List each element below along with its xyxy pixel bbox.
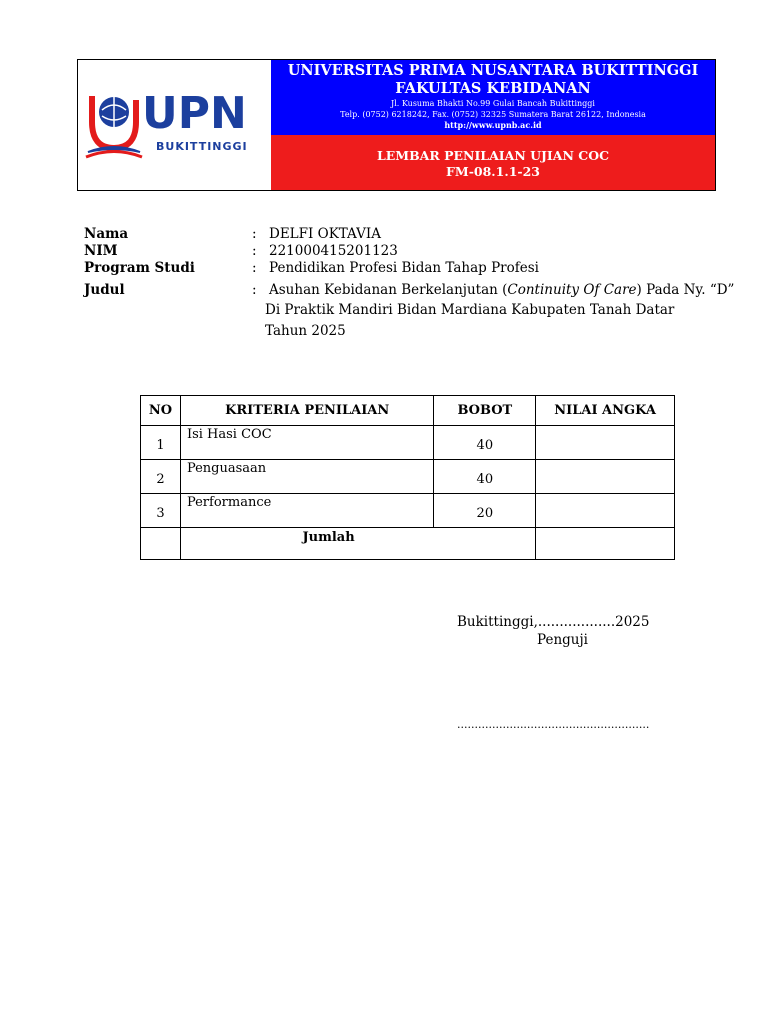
row-bobot: 20 [434, 494, 536, 528]
colon: : [252, 282, 257, 298]
colon: : [252, 243, 257, 259]
address: Jl. Kusuma Bhakti No.99 Gulai Bancah Bukittinggi [391, 99, 595, 108]
row-no: 1 [141, 426, 181, 460]
grading-table [140, 395, 675, 560]
judul-line1 [269, 282, 734, 298]
table-header-row [141, 396, 675, 426]
col-nilai: NILAI ANGKA [536, 396, 675, 426]
row-kriteria: Isi Hasi COC [180, 426, 433, 460]
total-value[interactable] [536, 528, 675, 560]
col-bobot: BOBOT [434, 396, 536, 426]
letterhead [77, 59, 716, 191]
total-label: Jumlah [180, 528, 535, 560]
table-row [141, 460, 675, 494]
signature-line: ....................................................... [457, 718, 650, 731]
row-no: 2 [141, 460, 181, 494]
row-nilai[interactable] [536, 426, 675, 460]
judul-post: ) Pada Ny. “D” [636, 282, 735, 298]
col-no: NO [141, 396, 181, 426]
prodi-label: Program Studi [84, 260, 195, 276]
phone: Telp. (0752) 6218242, Fax. (0752) 32325 Sumatera Barat 26122, Indonesia [340, 110, 646, 119]
judul-label: Judul [84, 282, 125, 298]
website: http://www.upnb.ac.id [444, 120, 542, 130]
total-row [141, 528, 675, 560]
row-bobot: 40 [434, 460, 536, 494]
nim-value: 221000415201123 [269, 243, 398, 259]
header-red-band [271, 135, 715, 190]
total-no-cell [141, 528, 181, 560]
table-row [141, 494, 675, 528]
nama-label: Nama [84, 226, 129, 242]
judul-pre: Asuhan Kebidanan Berkelanjutan ( [269, 282, 508, 298]
judul-italic: Continuity Of Care [507, 282, 637, 298]
colon: : [252, 226, 257, 242]
row-kriteria: Penguasaan [180, 460, 433, 494]
col-kriteria: KRITERIA PENILAIAN [180, 396, 433, 426]
examiner-role: Penguji [537, 632, 589, 648]
nama-value: DELFI OKTAVIA [269, 226, 381, 242]
row-bobot: 40 [434, 426, 536, 460]
row-no: 3 [141, 494, 181, 528]
judul-line2: Di Praktik Mandiri Bidan Mardiana Kabupaten Tanah Datar [265, 302, 675, 318]
logo-subtext: BUKITTINGGI [156, 140, 248, 153]
logo-cell [78, 60, 272, 190]
colon: : [252, 260, 257, 276]
row-kriteria: Performance [180, 494, 433, 528]
judul-line3: Tahun 2025 [265, 323, 346, 339]
row-nilai[interactable] [536, 494, 675, 528]
university-name: UNIVERSITAS PRIMA NUSANTARA BUKITTINGGI [287, 62, 699, 79]
logo-text: UPN [142, 88, 247, 139]
nim-label: NIM [84, 243, 118, 259]
table-row [141, 426, 675, 460]
form-code: FM-08.1.1-23 [446, 164, 540, 179]
row-nilai[interactable] [536, 460, 675, 494]
prodi-value: Pendidikan Profesi Bidan Tahap Profesi [269, 260, 539, 276]
form-title: LEMBAR PENILAIAN UJIAN COC [376, 148, 610, 163]
faculty-name: FAKULTAS KEBIDANAN [395, 80, 591, 97]
university-logo-icon [78, 60, 271, 190]
header-blue-band [271, 60, 715, 135]
place-date: Bukittinggi,..................2025 [457, 614, 650, 630]
